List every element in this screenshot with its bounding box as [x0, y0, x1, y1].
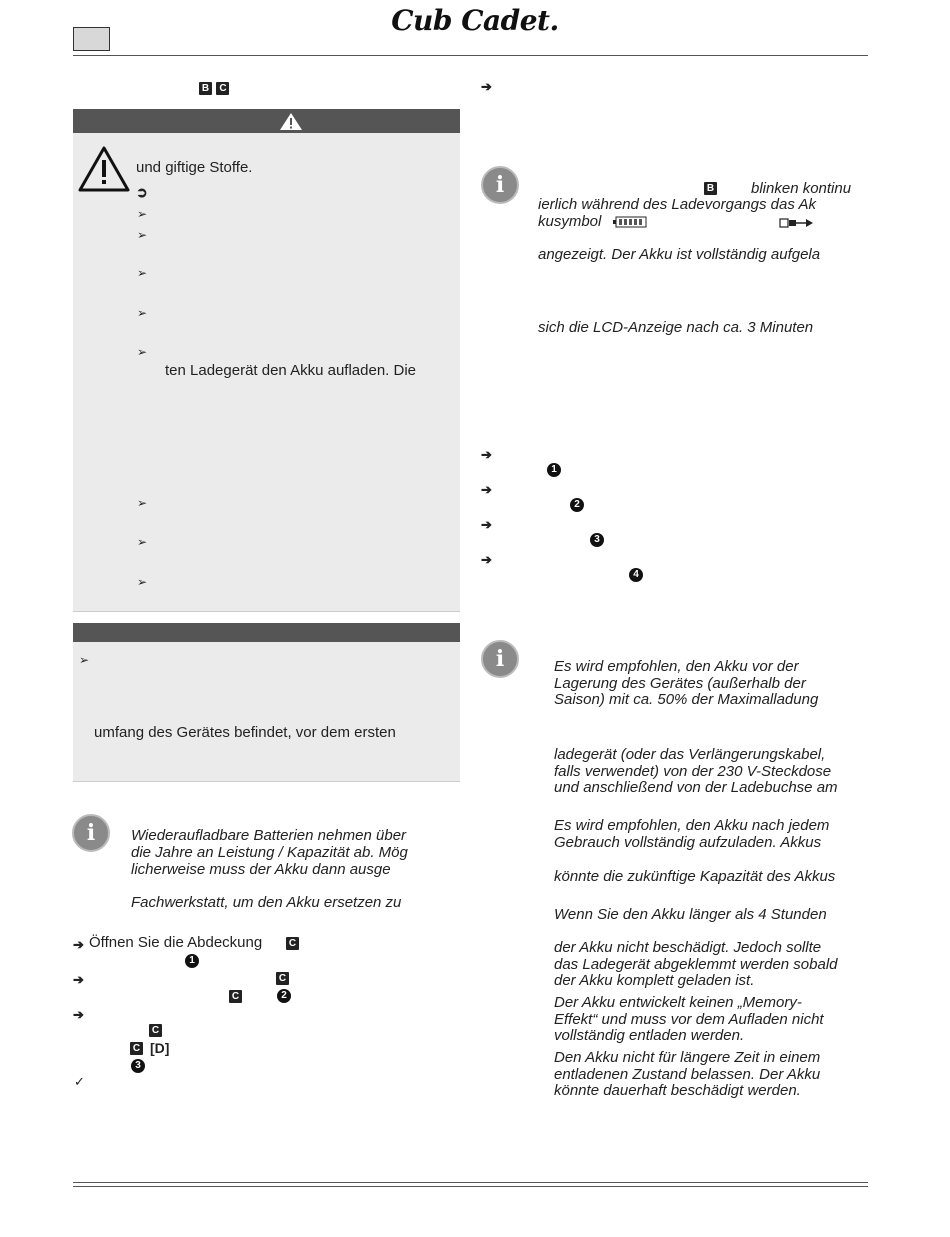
info-line: ierlich während des Ladevorgangs das Ak [538, 196, 816, 213]
info-icon: i [481, 166, 519, 204]
info-line: Wiederaufladbare Batterien nehmen über [131, 827, 407, 844]
warning-small-icon [73, 109, 460, 133]
info-line: Es wird empfohlen, den Akku vor der [554, 658, 799, 675]
brand-logo: Cub Cadet. [391, 4, 559, 37]
step-number-1: 1 [185, 954, 199, 968]
step-arrow-icon: ➔ [73, 972, 84, 987]
step-arrow-icon: ➔ [481, 482, 492, 497]
info-line: Saison) mit ca. 50% der Maximalladung [554, 691, 819, 708]
step-arrow-icon: ➔ [73, 937, 84, 952]
figure-ref-d: [D] [150, 1040, 170, 1056]
header-rule [73, 55, 868, 56]
info-line: licherweise muss der Akku dann ausge [131, 861, 391, 878]
page-number-box [73, 27, 110, 51]
badge-c: C [149, 1024, 162, 1037]
step-number-3: 3 [590, 533, 604, 547]
info-icon: i [481, 640, 519, 678]
chevron-bullet-icon: ➢ [137, 266, 148, 280]
chevron-bullet-icon: ➢ [79, 653, 90, 667]
info-line: die Jahre an Leistung / Kapazität ab. Mög [131, 844, 408, 861]
info-line: Effekt“ und muss vor dem Aufladen nicht [554, 1011, 824, 1028]
badge-c: C [130, 1042, 143, 1055]
battery-icon [613, 216, 649, 228]
chevron-bullet-icon: ➢ [137, 535, 148, 549]
badge-c: C [216, 82, 229, 95]
badge-b: B [199, 82, 212, 95]
section-header-bar [73, 623, 460, 642]
info-line: ladegerät (oder das Verlängerungskabel, [554, 746, 826, 763]
info-line: Fachwerkstatt, um den Akku ersetzen zu [131, 894, 402, 911]
chevron-bullet-icon: ➢ [137, 575, 148, 589]
circle-arrow-icon: ➲ [136, 184, 148, 200]
badge-c: C [286, 937, 299, 950]
info-line: vollständig entladen werden. [554, 1027, 745, 1044]
figure-refs-bc [199, 78, 229, 96]
badge-b: B [704, 182, 717, 195]
chevron-bullet-icon: ➢ [137, 345, 148, 359]
warning-triangle-icon [78, 145, 130, 193]
step-number-2: 2 [570, 498, 584, 512]
open-cover-text: Öffnen Sie die Abdeckung [89, 934, 263, 951]
info-line: Der Akku entwickelt keinen „Memory- [554, 994, 802, 1011]
info-line: könnte dauerhaft beschädigt werden. [554, 1082, 801, 1099]
step-number-3: 3 [131, 1059, 145, 1073]
info-line: Lagerung des Gerätes (außerhalb der [554, 675, 806, 692]
section-text: umfang des Gerätes befindet, vor dem ersten [94, 724, 396, 741]
checkmark-icon: ✓ [74, 1074, 85, 1089]
info-line: der Akku komplett geladen ist. [554, 972, 755, 989]
plug-icon [779, 217, 815, 229]
charger-text: ten Ladegerät den Akku aufladen. Die [165, 362, 417, 379]
info-line: falls verwendet) von der 230 V-Steckdose [554, 763, 832, 780]
info-icon: i [72, 814, 110, 852]
chevron-bullet-icon: ➢ [137, 228, 148, 242]
info-line: Es wird empfohlen, den Akku nach jedem [554, 817, 830, 834]
info-line: und anschließend von der Ladebuchse am [554, 779, 838, 796]
info-line: angezeigt. Der Akku ist vollständig aufgela [538, 246, 821, 263]
step-number-4: 4 [629, 568, 643, 582]
step-arrow-icon: ➔ [481, 552, 492, 567]
info-line: entladenen Zustand belassen. Der Akku [554, 1066, 821, 1083]
info-line: Wenn Sie den Akku länger als 4 Stunden [554, 906, 827, 923]
info-line: kusymbol [538, 213, 602, 230]
chevron-bullet-icon: ➢ [137, 207, 148, 221]
info-line: sich die LCD-Anzeige nach ca. 3 Minuten [538, 319, 814, 336]
warning-header-bar [73, 109, 460, 133]
step-number-1: 1 [547, 463, 561, 477]
badge-c: C [276, 972, 289, 985]
badge-c: C [229, 990, 242, 1003]
warning-text: und giftige Stoffe. [136, 159, 253, 176]
info-line: das Ladegerät abgeklemmt werden sobald [554, 956, 838, 973]
step-arrow-icon: ➔ [481, 447, 492, 462]
chevron-bullet-icon: ➢ [137, 496, 148, 510]
step-number-2: 2 [277, 989, 291, 1003]
info-line: könnte die zukünftige Kapazität des Akkus [554, 868, 836, 885]
info-line: der Akku nicht beschädigt. Jedoch sollte [554, 939, 822, 956]
footer-rule [73, 1182, 868, 1187]
step-arrow-icon: ➔ [481, 517, 492, 532]
info-line: blinken kontinu [751, 180, 852, 197]
step-arrow-icon: ➔ [73, 1007, 84, 1022]
section-panel [73, 642, 460, 782]
info-line: Den Akku nicht für längere Zeit in einem [554, 1049, 821, 1066]
info-line: Gebrauch vollständig aufzuladen. Akkus [554, 834, 822, 851]
step-arrow-icon: ➔ [481, 79, 492, 94]
chevron-bullet-icon: ➢ [137, 306, 148, 320]
